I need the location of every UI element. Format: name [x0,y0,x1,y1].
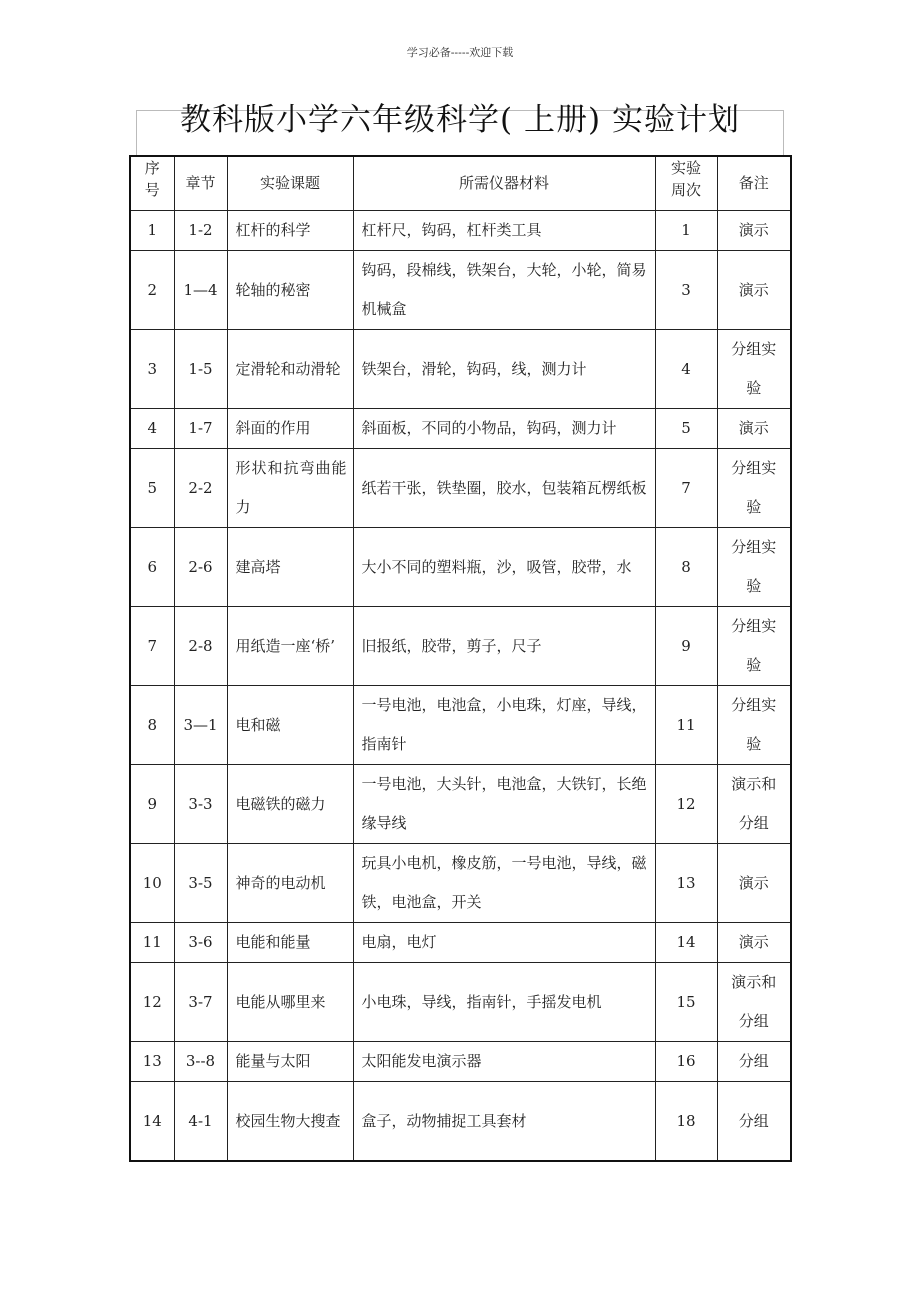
row-seq: 11 [130,923,174,963]
table-row [130,528,791,607]
row-chapter: 1-5 [174,330,227,409]
experiment-plan-table [129,155,792,1162]
header-chapter: 章节 [174,156,227,211]
row-chapter: 3-5 [174,844,227,923]
row-chapter: 4-1 [174,1082,227,1162]
row-materials: 太阳能发电演示器 [353,1042,655,1082]
row-note: 演示和分组 [717,963,791,1042]
row-topic: 校园生物大搜查 [227,1082,353,1162]
row-materials: 电扇，电灯 [353,923,655,963]
table-row [130,963,791,1042]
row-note: 演示 [717,923,791,963]
row-chapter: 3-6 [174,923,227,963]
row-topic: 电和磁 [227,686,353,765]
row-seq: 13 [130,1042,174,1082]
header-week: 实验周次 [655,156,717,211]
row-materials: 小电珠，导线，指南针，手摇发电机 [353,963,655,1042]
table-row [130,251,791,330]
row-seq: 8 [130,686,174,765]
table-row [130,211,791,251]
row-note: 演示 [717,211,791,251]
row-week: 8 [655,528,717,607]
table-row [130,1042,791,1082]
header-topic: 实验课题 [227,156,353,211]
table-row [130,923,791,963]
row-topic: 形状和抗弯曲能力 [227,449,353,528]
row-week: 5 [655,409,717,449]
row-chapter: 1-2 [174,211,227,251]
row-note: 分组实验 [717,449,791,528]
row-topic: 神奇的电动机 [227,844,353,923]
row-seq: 6 [130,528,174,607]
row-seq: 14 [130,1082,174,1162]
row-chapter: 1-7 [174,409,227,449]
row-chapter: 3—1 [174,686,227,765]
row-seq: 12 [130,963,174,1042]
row-note: 分组实验 [717,528,791,607]
row-week: 1 [655,211,717,251]
row-materials: 铁架台，滑轮，钩码，线，测力计 [353,330,655,409]
row-seq: 7 [130,607,174,686]
row-week: 4 [655,330,717,409]
table-row [130,330,791,409]
row-week: 9 [655,607,717,686]
table-row [130,844,791,923]
table-row [130,409,791,449]
row-materials: 一号电池，电池盒，小电珠，灯座，导线，指南针 [353,686,655,765]
row-chapter: 2-6 [174,528,227,607]
row-topic: 电磁铁的磁力 [227,765,353,844]
header-seq: 序号 [130,156,174,211]
row-chapter: 3-3 [174,765,227,844]
row-note: 演示 [717,251,791,330]
row-week: 18 [655,1082,717,1162]
row-note: 分组 [717,1082,791,1162]
row-materials: 杠杆尺，钩码，杠杆类工具 [353,211,655,251]
row-materials: 玩具小电机，橡皮筋，一号电池，导线，磁铁，电池盒，开关 [353,844,655,923]
row-note: 演示 [717,409,791,449]
row-materials: 斜面板，不同的小物品，钩码，测力计 [353,409,655,449]
row-note: 分组实验 [717,330,791,409]
table-row [130,765,791,844]
row-week: 15 [655,963,717,1042]
row-chapter: 1—4 [174,251,227,330]
row-note: 演示 [717,844,791,923]
row-chapter: 2-8 [174,607,227,686]
row-week: 14 [655,923,717,963]
row-week: 13 [655,844,717,923]
row-note: 分组实验 [717,607,791,686]
header-materials: 所需仪器材料 [353,156,655,211]
row-week: 12 [655,765,717,844]
row-topic: 电能从哪里来 [227,963,353,1042]
page-title: 教科版小学六年级科学( 上册) 实验计划 [180,102,740,138]
row-seq: 5 [130,449,174,528]
row-week: 3 [655,251,717,330]
row-seq: 3 [130,330,174,409]
row-topic: 杠杆的科学 [227,211,353,251]
row-materials: 大小不同的塑料瓶，沙，吸管，胶带，水 [353,528,655,607]
row-topic: 轮轴的秘密 [227,251,353,330]
row-topic: 定滑轮和动滑轮 [227,330,353,409]
row-note: 分组实验 [717,686,791,765]
row-chapter: 3-7 [174,963,227,1042]
row-topic: 斜面的作用 [227,409,353,449]
row-topic: 电能和能量 [227,923,353,963]
row-chapter: 2-2 [174,449,227,528]
table-row [130,449,791,528]
page-header-note: 学习必备-----欢迎下载 [406,46,514,59]
table-row [130,607,791,686]
row-topic: 能量与太阳 [227,1042,353,1082]
table-row [130,686,791,765]
table-header-row [130,156,791,211]
row-week: 16 [655,1042,717,1082]
row-note: 演示和分组 [717,765,791,844]
row-seq: 1 [130,211,174,251]
row-week: 11 [655,686,717,765]
row-note: 分组 [717,1042,791,1082]
row-week: 7 [655,449,717,528]
row-topic: 用纸造一座‘桥’ [227,607,353,686]
row-materials: 钩码，段棉线，铁架台，大轮，小轮，简易机械盒 [353,251,655,330]
row-seq: 9 [130,765,174,844]
row-chapter: 3--8 [174,1042,227,1082]
table-row [130,1082,791,1162]
row-seq: 10 [130,844,174,923]
row-topic: 建高塔 [227,528,353,607]
row-materials: 盒子，动物捕捉工具套材 [353,1082,655,1162]
row-seq: 2 [130,251,174,330]
header-note: 备注 [717,156,791,211]
row-seq: 4 [130,409,174,449]
row-materials: 旧报纸，胶带，剪子，尺子 [353,607,655,686]
row-materials: 一号电池，大头针，电池盒，大铁钉，长绝缘导线 [353,765,655,844]
row-materials: 纸若干张，铁垫圈，胶水，包装箱瓦楞纸板 [353,449,655,528]
